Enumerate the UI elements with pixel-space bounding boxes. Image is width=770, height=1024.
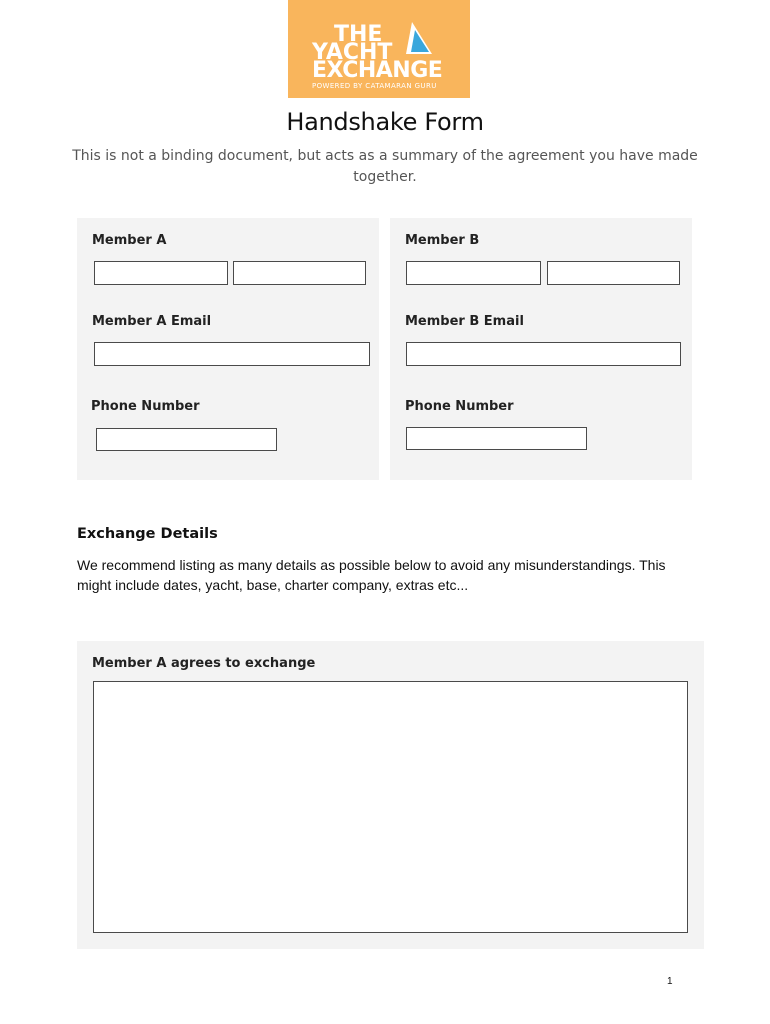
page-subtitle: This is not a binding document, but acts as a summary of the agreement you have made together. xyxy=(72,148,698,185)
page-number: 1 xyxy=(667,976,673,987)
member-b-last-name-field[interactable] xyxy=(547,261,680,285)
logo-line-3: EXCHANGE xyxy=(312,58,443,83)
member-b-phone-label: Phone Number xyxy=(405,399,514,414)
member-a-phone-field[interactable] xyxy=(96,428,277,451)
logo-line-2: YACHT xyxy=(312,40,393,65)
member-a-agreement-panel xyxy=(77,641,704,949)
logo-line-1: THE xyxy=(334,22,383,47)
member-a-phone-label: Phone Number xyxy=(91,399,200,414)
member-a-label: Member A xyxy=(92,233,167,248)
member-b-email-label: Member B Email xyxy=(405,314,524,329)
member-b-email-field[interactable] xyxy=(406,342,681,366)
member-a-panel xyxy=(77,218,379,480)
member-b-phone-field[interactable] xyxy=(406,427,587,450)
member-a-email-field[interactable] xyxy=(94,342,370,366)
member-b-label: Member B xyxy=(405,233,480,248)
logo-tagline: POWERED BY CATAMARAN GURU xyxy=(312,82,437,90)
page-title: Handshake Form xyxy=(286,108,484,136)
exchange-details-heading: Exchange Details xyxy=(77,526,218,542)
exchange-details-description: We recommend listing as many details as possible below to avoid any misunderstandings. This might include dates, yacht, base, charter company, extras etc... xyxy=(77,557,666,593)
sail-icon xyxy=(400,20,434,60)
member-a-agreement-label: Member A agrees to exchange xyxy=(92,656,316,671)
yacht-exchange-logo xyxy=(288,0,470,98)
member-b-first-name-field[interactable] xyxy=(406,261,541,285)
member-a-email-label: Member A Email xyxy=(92,314,212,329)
member-a-last-name-field[interactable] xyxy=(233,261,366,285)
member-a-agreement-textarea[interactable] xyxy=(93,681,688,933)
member-b-panel xyxy=(390,218,692,480)
member-a-first-name-field[interactable] xyxy=(94,261,228,285)
